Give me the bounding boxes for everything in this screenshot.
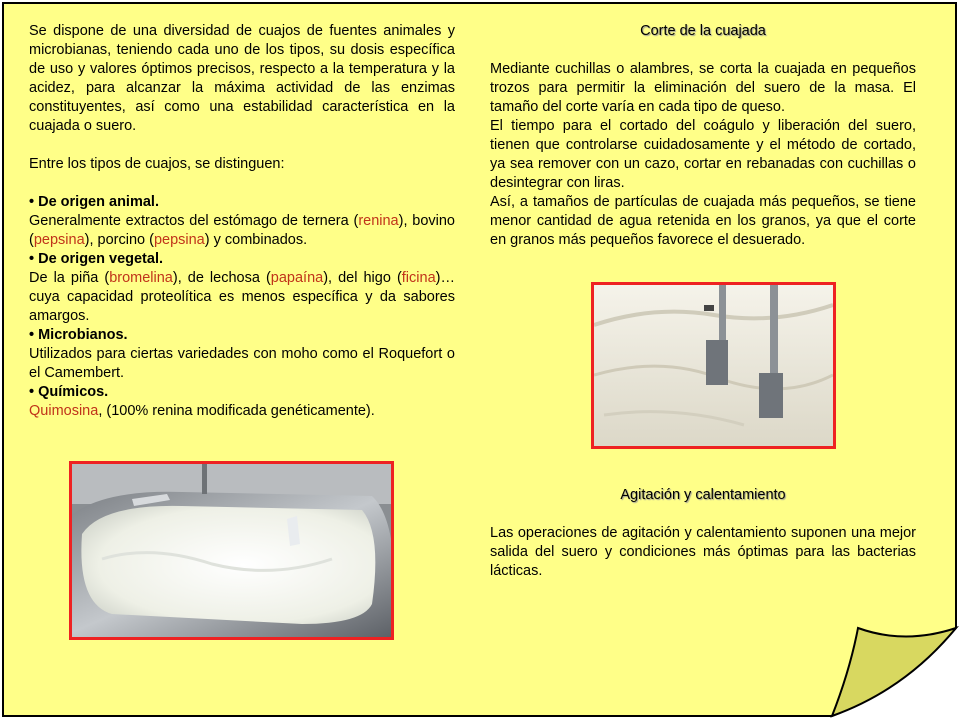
quimicos-title: • Químicos. [29, 384, 109, 400]
curd-cutting-photo [591, 282, 836, 449]
agitacion-heading: Agitación y calentamiento [620, 487, 786, 503]
corte-paragraph-1: Mediante cuchillas o alambres, se corta la cuajada en pequeños trozos para permitir la eliminación del suero de la masa. El tamaño del corte varía en cada tipo de queso. [490, 61, 916, 115]
enzyme-ficina: ficina [401, 270, 436, 286]
milk-vat-photo [69, 461, 394, 640]
enzyme-pepsina-bovino: pepsina [33, 232, 85, 248]
intro-paragraph: Se dispone de una diversidad de cuajos de fuentes animales y microbianas, teniendo cada uno de los tipos, su dosis específica de uso y valores óptimos precisos, respecto a la temperatura y la acidez, para alcanzar la máxima actividad de las enzimas constituyentes, así como una estabilidad característica en la cuajada o suero. [29, 23, 455, 134]
vegetal-text: De la piña (bromelina), de lechosa (papaína), del higo (ficina)… cuya capacidad proteolítica es menos específica y da sabores amargos. [29, 270, 455, 324]
corte-paragraph-3: Así, a tamaños de partículas de cuajada más pequeños, se tiene menor cantidad de agua retenida en los granos, ya que el corte en granos más pequeños favorece el desuerado. [490, 194, 916, 248]
corte-paragraph-2: El tiempo para el cortado del coágulo y liberación del suero, tienen que controlarse cuidadosamente y el método de cortado, ya sea remover con un cazo, cortar en rebanadas con cuchillas o desintegrar con liras. [490, 118, 916, 191]
animal-title: • De origen animal. [29, 194, 159, 210]
vegetal-title: • De origen vegetal. [29, 251, 164, 267]
agitacion-paragraph: Las operaciones de agitación y calentamiento suponen una mejor salida del suero y condiciones más óptimas para las bacterias lácticas. [490, 525, 916, 579]
left-column [29, 22, 455, 421]
enzyme-pepsina-porcino: pepsina [153, 232, 205, 248]
types-intro: Entre los tipos de cuajos, se distinguen: [29, 156, 285, 172]
microbianos-title: • Microbianos. [29, 327, 128, 343]
microbianos-text: Utilizados para ciertas variedades con moho como el Roquefort o el Camembert. [29, 346, 455, 381]
enzyme-papaina: papaína [270, 270, 324, 286]
enzyme-renina: renina [358, 213, 399, 229]
agitacion-section [490, 486, 916, 581]
corte-heading: Corte de la cuajada [640, 23, 766, 39]
animal-text: Generalmente extractos del estómago de ternera (renina), bovino (pepsina), porcino (pepsina) y combinados. [29, 213, 455, 248]
right-column [490, 22, 916, 250]
enzyme-quimosina: Quimosina [29, 403, 99, 419]
enzyme-bromelina: bromelina [109, 270, 173, 286]
quimicos-text: Quimosina, (100% renina modificada genéticamente). [29, 403, 375, 419]
